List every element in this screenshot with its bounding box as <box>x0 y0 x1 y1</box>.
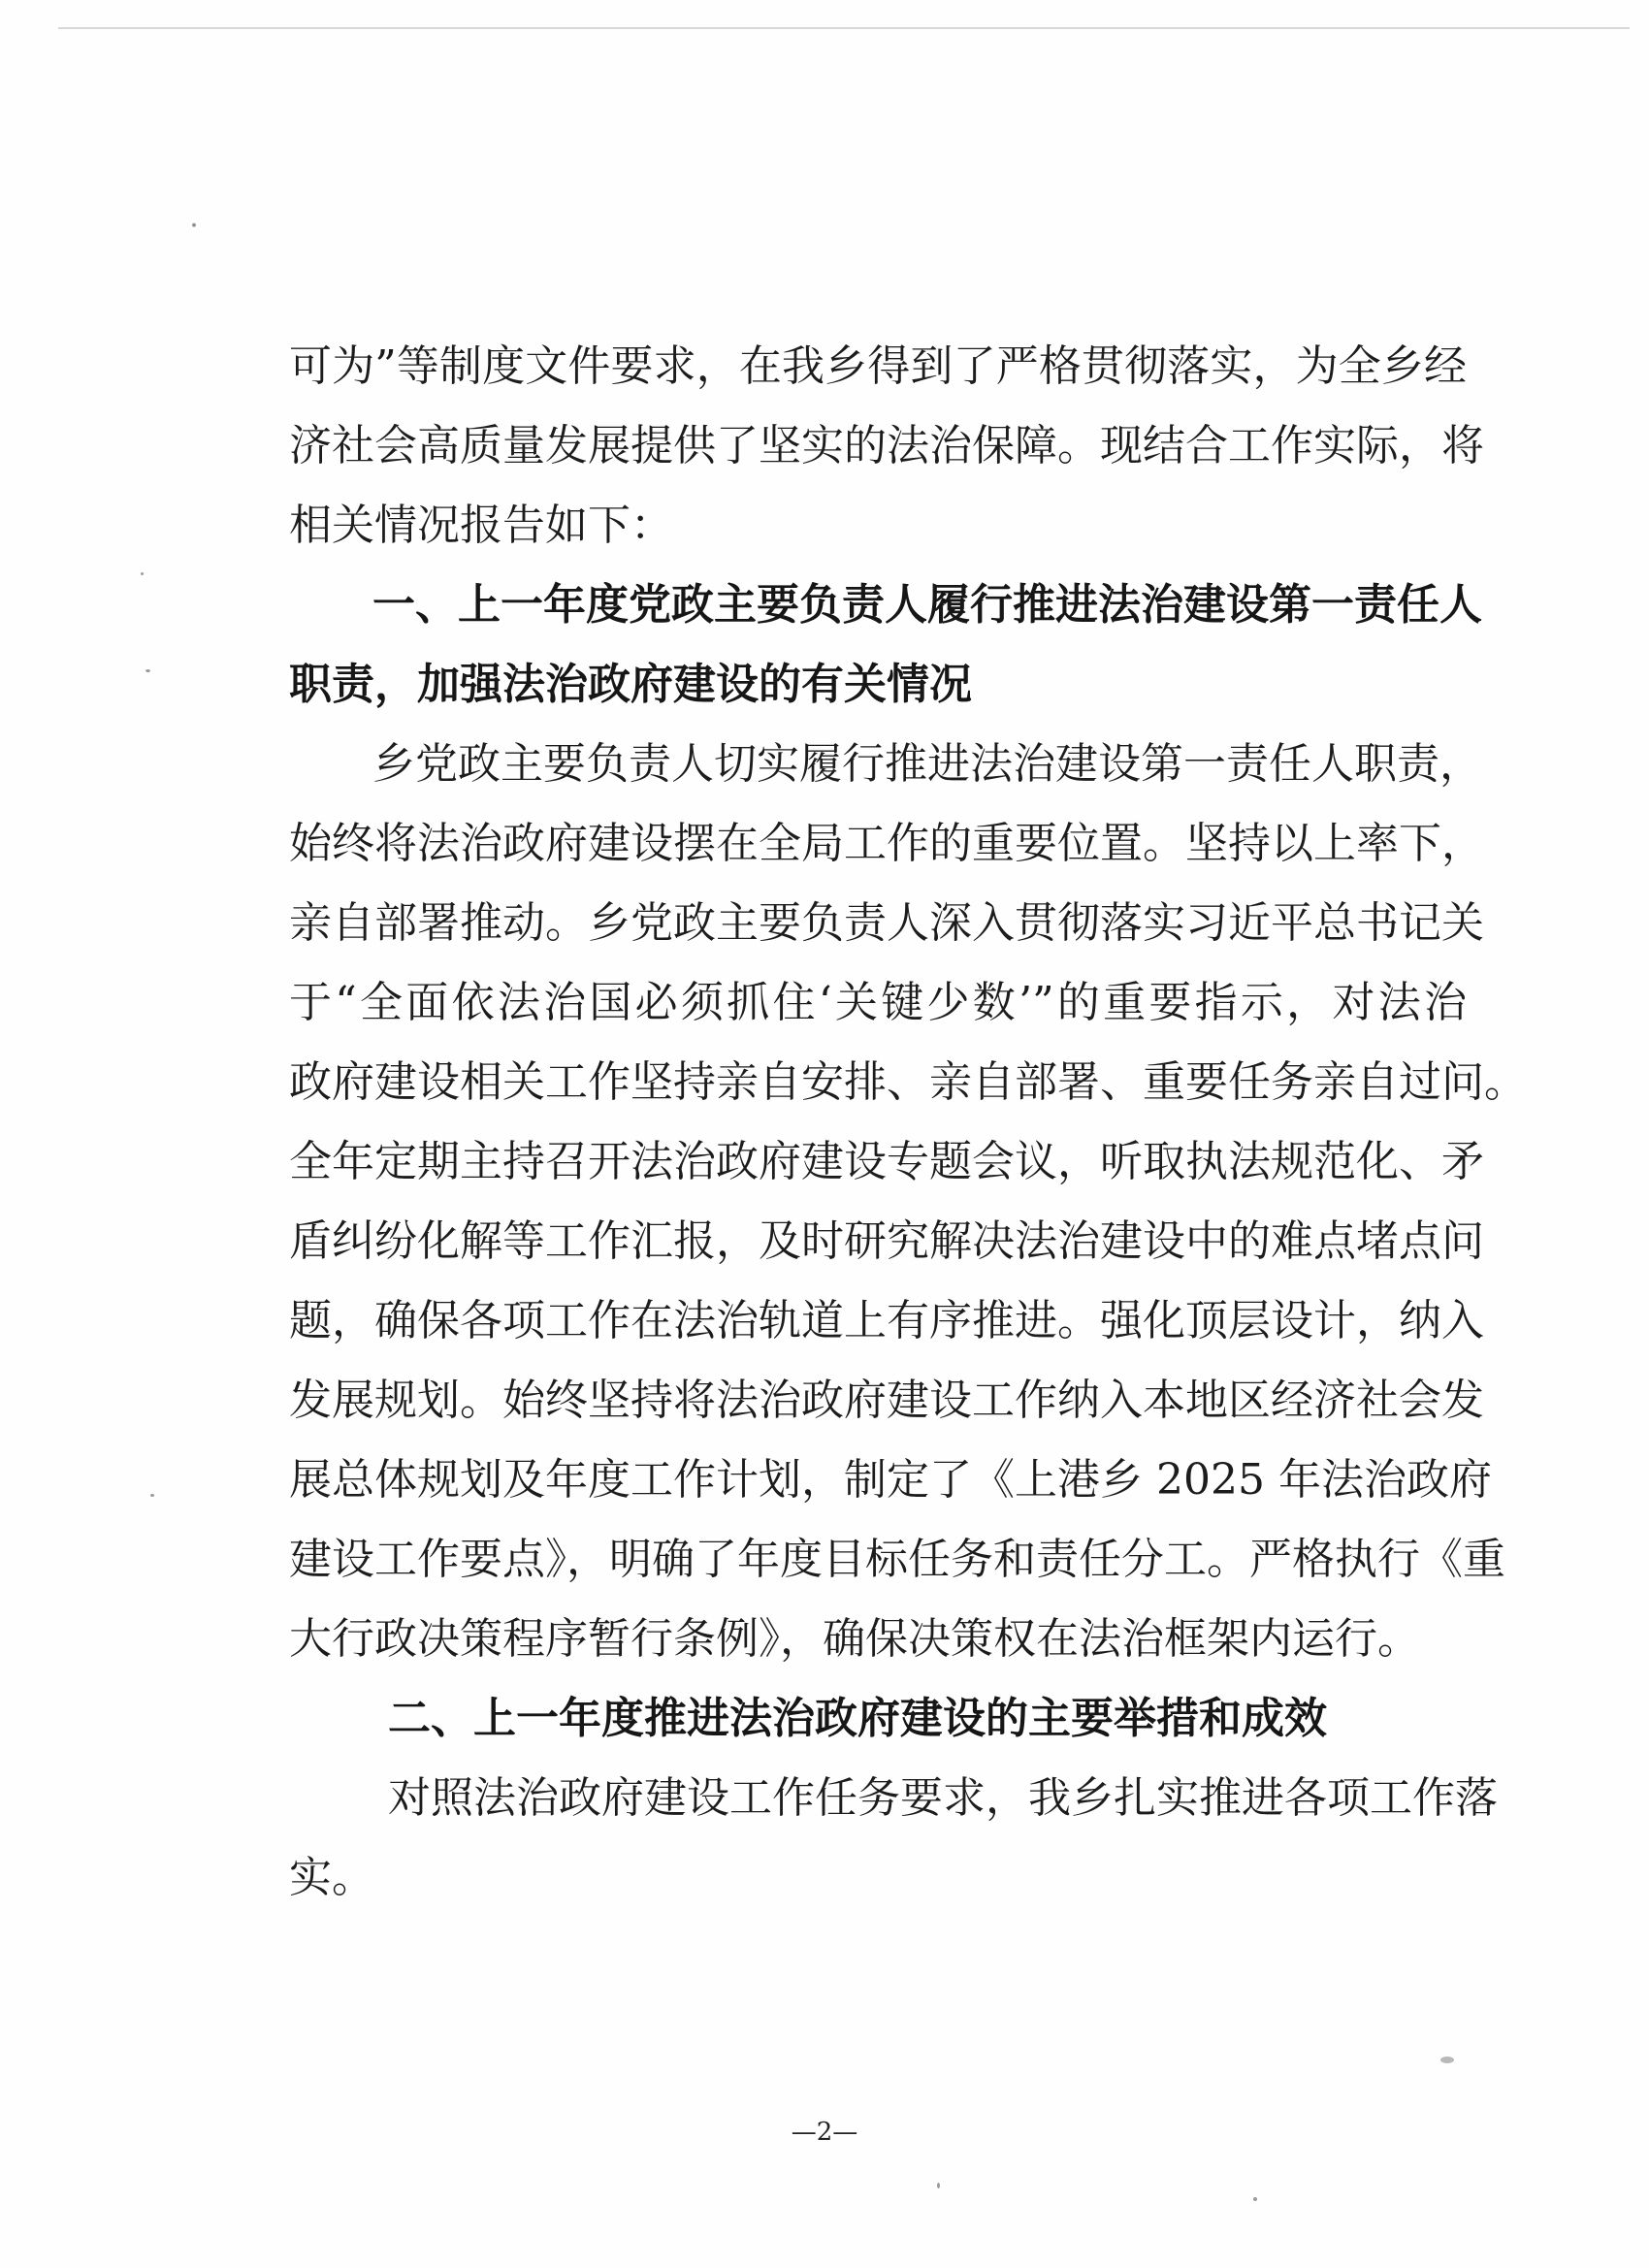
body-line: 乡党政主要负责人切实履行推进法治建设第一责任人职责， <box>372 739 1482 789</box>
scan-speck <box>1253 2197 1257 2201</box>
scan-speck <box>1440 2057 1454 2063</box>
body-line: 实。 <box>289 1853 374 1902</box>
scan-speck <box>141 572 144 575</box>
body-line: 大行政决策程序暂行条例》，确保决策权在法治框架内运行。 <box>289 1614 1420 1664</box>
body-line: 对照法治政府建设工作任务要求，我乡扎实推进各项工作落 <box>388 1773 1498 1823</box>
scan-edge <box>58 27 1630 29</box>
scan-speck <box>146 669 150 672</box>
scan-speck <box>192 223 196 227</box>
body-line: 政府建设相关工作坚持亲自安排、亲自部署、重要任务亲自过问。 <box>289 1057 1527 1107</box>
scan-speck <box>150 1494 154 1497</box>
body-line: 全年定期主持召开法治政府建设专题会议，听取执法规范化、矛 <box>289 1137 1484 1186</box>
body-line: 亲自部署推动。乡党政主要负责人深入贯彻落实习近平总书记关 <box>289 898 1484 948</box>
page-number: —2— <box>791 2118 858 2147</box>
scan-speck <box>937 2183 940 2188</box>
body-line: 济社会高质量发展提供了坚实的法治保障。现结合工作实际，将 <box>289 421 1484 470</box>
body-line: 于“全面依法治国必须抓住‘关键少数’”的重要指示，对法治 <box>289 978 1467 1027</box>
section-heading: 一、上一年度党政主要负责人履行推进法治建设第一责任人 <box>372 580 1482 630</box>
body-line: 题，确保各项工作在法治轨道上有序推进。强化顶层设计，纳入 <box>289 1296 1484 1345</box>
body-line: 盾纠纷化解等工作汇报，及时研究解决法治建设中的难点堵点问 <box>289 1216 1484 1266</box>
body-line: 发展规划。始终坚持将法治政府建设工作纳入本地区经济社会发 <box>289 1376 1484 1425</box>
body-line: 始终将法治政府建设摆在全局工作的重要位置。坚持以上率下， <box>289 819 1484 868</box>
body-line: 可为”等制度文件要求，在我乡得到了严格贯彻落实，为全乡经 <box>289 341 1467 391</box>
body-line: 展总体规划及年度工作计划，制定了《上港乡 2025 年法治政府 <box>289 1455 1492 1505</box>
section-heading: 二、上一年度推进法治政府建设的主要举措和成效 <box>388 1694 1327 1743</box>
body-line: 建设工作要点》，明确了年度目标任务和责任分工。严格执行《重 <box>289 1535 1505 1584</box>
body-line: 相关情况报告如下： <box>289 501 673 550</box>
section-heading: 职责，加强法治政府建设的有关情况 <box>289 660 972 709</box>
